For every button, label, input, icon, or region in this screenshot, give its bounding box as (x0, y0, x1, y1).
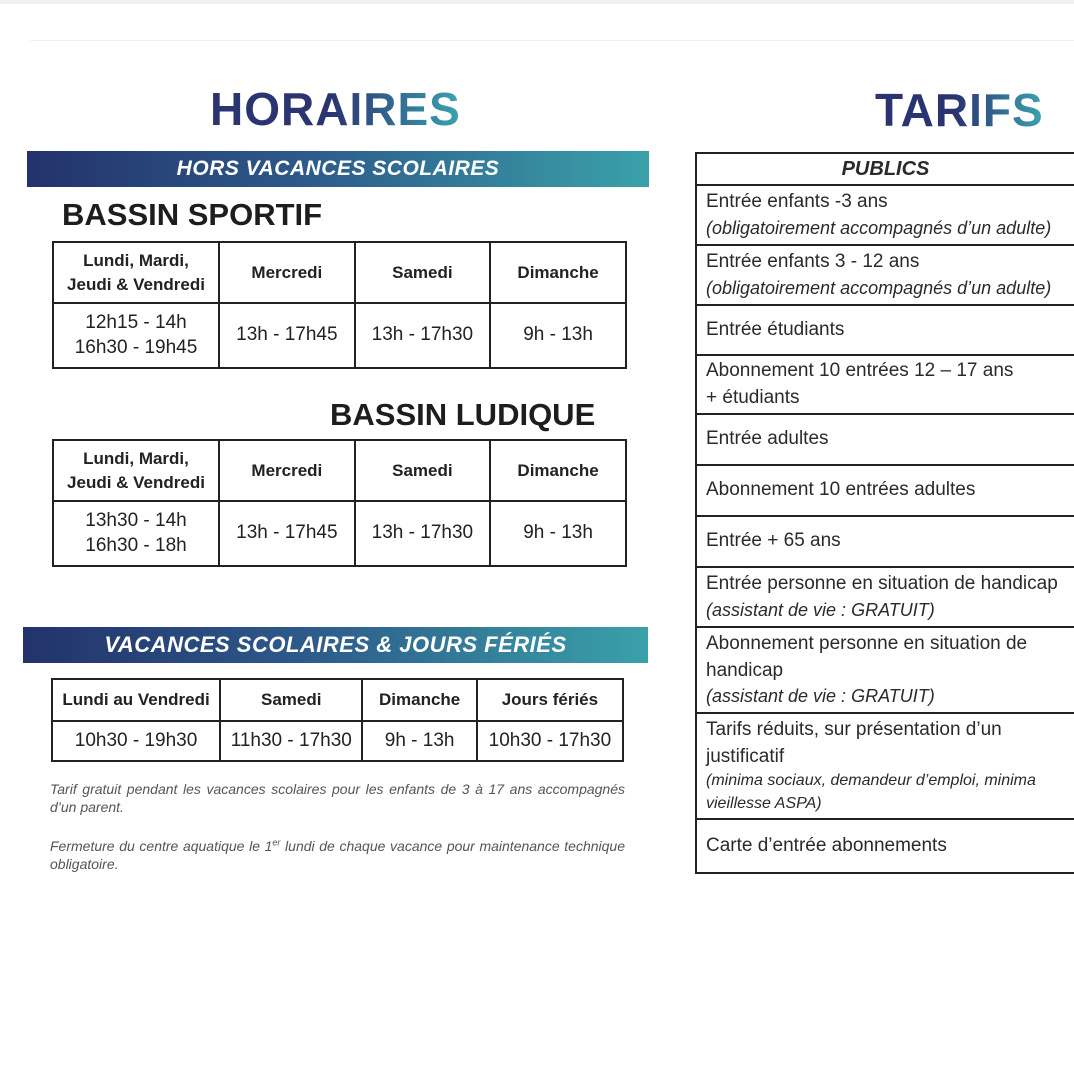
header-weekdays-line1: Lundi, Mardi, (83, 250, 189, 270)
note-fermeture-part2: lundi de chaque vacance pour maintenance technique obligatoire. (50, 838, 625, 873)
tarif-cell: Abonnement 10 entrées adultes (696, 465, 1074, 516)
header-weekdays (53, 242, 219, 303)
vacances-table (51, 678, 624, 762)
hours-mercredi: 13h - 17h45 (219, 501, 355, 566)
tarif-label: Entrée enfants 3 - 12 ans (706, 251, 920, 273)
note-fermeture-sup: er (272, 837, 281, 848)
scan-edge (0, 0, 1074, 4)
header-samedi: Samedi (220, 679, 362, 721)
tarif-sublabel: (obligatoirement accompagnés d’un adulte) (706, 277, 1052, 298)
tarif-cell (696, 355, 1074, 414)
tarif-sublabel-line2: vieillesse ASPA) (706, 794, 822, 812)
table-row (53, 501, 626, 566)
tarif-cell: Entrée + 65 ans (696, 516, 1074, 567)
tarif-cell: Entrée étudiants (696, 305, 1074, 355)
horaires-title: HORAIRES (210, 83, 461, 135)
tarif-cell (696, 567, 1074, 627)
header-lundi-vendredi: Lundi au Vendredi (52, 679, 220, 721)
scan-fold-line (30, 40, 1074, 41)
table-row (52, 721, 623, 761)
tarif-label: Abonnement 10 entrées 12 – 17 ans (706, 360, 1014, 381)
table-header-row (53, 242, 626, 303)
hours-dimanche: 9h - 13h (490, 501, 626, 566)
tarif-label-line2: handicap (706, 659, 784, 681)
hours-weekdays-line2: 16h30 - 19h45 (74, 336, 198, 358)
tarif-sublabel: (assistant de vie : GRATUIT) (706, 599, 935, 620)
tarif-row (696, 627, 1074, 713)
tarif-cell (696, 185, 1074, 245)
hours-samedi: 13h - 17h30 (355, 501, 490, 566)
hours-weekdays-line2: 16h30 - 18h (85, 534, 187, 556)
header-samedi: Samedi (355, 440, 490, 501)
tarif-row (696, 414, 1074, 465)
tarif-row (696, 567, 1074, 627)
tarif-row (696, 355, 1074, 414)
tarif-row (696, 245, 1074, 305)
header-weekdays-line1: Lundi, Mardi, (83, 448, 189, 468)
hours-dimanche: 9h - 13h (362, 721, 476, 761)
hours-samedi: 11h30 - 17h30 (220, 721, 362, 761)
tarif-row (696, 185, 1074, 245)
bassin-ludique-heading: BASSIN LUDIQUE (330, 397, 596, 432)
tarif-cell (696, 245, 1074, 305)
hours-weekdays (53, 501, 219, 566)
table-header-row (52, 679, 623, 721)
header-dimanche: Dimanche (490, 242, 626, 303)
banner-vacances: VACANCES SCOLAIRES & JOURS FÉRIÉS (23, 627, 648, 663)
hours-dimanche: 9h - 13h (490, 303, 626, 368)
header-mercredi: Mercredi (219, 242, 355, 303)
header-jours-feries: Jours fériés (477, 679, 623, 721)
tarif-row (696, 713, 1074, 819)
tarif-sublabel: (obligatoirement accompagnés d’un adulte) (706, 217, 1052, 238)
tarif-cell: Entrée adultes (696, 414, 1074, 465)
tarif-label: Tarifs réduits, sur présentation d’un (706, 719, 1002, 741)
tarif-cell (696, 713, 1074, 819)
header-weekdays-line2: Jeudi & Vendredi (67, 472, 205, 492)
banner-hors-vacances: HORS VACANCES SCOLAIRES (27, 151, 649, 187)
note-fermeture (50, 837, 625, 873)
tarifs-table (695, 152, 1074, 874)
note-tarif-gratuit: Tarif gratuit pendant les vacances scolaires pour les enfants de 3 à 17 ans accompagnés d’un parent. (50, 781, 625, 816)
tarif-label-line2: justificatif (706, 745, 785, 767)
header-weekdays (53, 440, 219, 501)
hours-weekdays (53, 303, 219, 368)
tarif-sublabel: (minima sociaux, demandeur d’emploi, minima (706, 772, 1036, 790)
bassin-ludique-table (52, 439, 627, 567)
header-mercredi: Mercredi (219, 440, 355, 501)
hours-samedi: 13h - 17h30 (355, 303, 490, 368)
bassin-sportif-table (52, 241, 627, 369)
tarifs-title: TARIFS (875, 84, 1044, 136)
tarif-label: Abonnement personne en situation de (706, 633, 1028, 654)
tarifs-header-row (696, 153, 1074, 185)
hours-weekdays-line1: 13h30 - 14h (85, 509, 187, 531)
hours-lundi-vendredi: 10h30 - 19h30 (52, 721, 220, 761)
table-row (53, 303, 626, 368)
header-dimanche: Dimanche (362, 679, 476, 721)
bassin-sportif-heading: BASSIN SPORTIF (62, 197, 323, 232)
tarif-label: Entrée enfants -3 ans (706, 191, 888, 213)
header-weekdays-line2: Jeudi & Vendredi (67, 274, 205, 294)
header-samedi: Samedi (355, 242, 490, 303)
table-header-row (53, 440, 626, 501)
header-dimanche: Dimanche (490, 440, 626, 501)
tarif-cell (696, 627, 1074, 713)
tarif-label: Entrée personne en situation de handicap (706, 573, 1058, 595)
tarif-cell: Carte d’entrée abonnements (696, 819, 1074, 873)
publics-header: PUBLICS (696, 153, 1074, 185)
tarif-row (696, 516, 1074, 567)
tarif-row (696, 465, 1074, 516)
tarif-row (696, 819, 1074, 873)
hours-jours-feries: 10h30 - 17h30 (477, 721, 623, 761)
tarif-label-line2: + étudiants (706, 386, 800, 408)
hours-mercredi: 13h - 17h45 (219, 303, 355, 368)
tarif-row (696, 305, 1074, 355)
hours-weekdays-line1: 12h15 - 14h (85, 311, 187, 333)
tarif-sublabel: (assistant de vie : GRATUIT) (706, 686, 935, 707)
note-fermeture-part1: Fermeture du centre aquatique le 1 (50, 838, 273, 854)
